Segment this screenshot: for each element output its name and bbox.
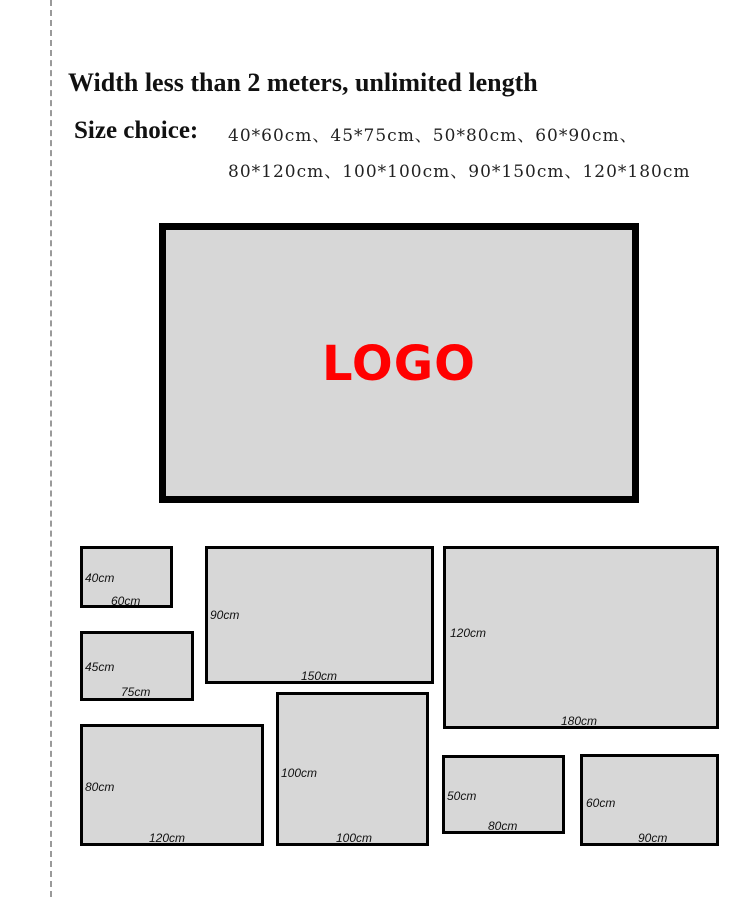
page-heading: Width less than 2 meters, unlimited length — [68, 68, 538, 97]
mat-45x75 — [80, 631, 194, 701]
mat-60x90 — [580, 754, 719, 846]
mat-width-label: 75cm — [121, 685, 151, 699]
mat-height-label: 45cm — [85, 660, 115, 674]
size-choice-label: Size choice: — [74, 117, 199, 144]
mat-width-label: 90cm — [638, 831, 668, 845]
mat-height-label: 50cm — [447, 789, 477, 803]
mat-height-label: 120cm — [450, 626, 487, 640]
size-choice-line-1: 40*60cm、45*75cm、50*80cm、60*90cm、 — [228, 126, 638, 146]
mat-width-label: 180cm — [561, 714, 598, 728]
mat-height-label: 90cm — [210, 608, 240, 622]
size-choice-line-2: 80*120cm、100*100cm、90*150cm、120*180cm — [228, 162, 691, 182]
mat-120x180 — [443, 546, 719, 729]
mat-width-label: 150cm — [301, 669, 338, 683]
mat-100x100 — [276, 692, 429, 846]
mat-width-label: 120cm — [149, 831, 186, 845]
mat-90x150 — [205, 546, 434, 684]
mat-width-label: 100cm — [336, 831, 373, 845]
mat-width-label: 60cm — [111, 594, 141, 608]
dashed-divider-line — [50, 0, 52, 897]
mat-width-label: 80cm — [488, 819, 518, 833]
mat-height-label: 80cm — [85, 780, 115, 794]
logo-text: LOGO — [322, 336, 476, 392]
mat-height-label: 100cm — [281, 766, 318, 780]
mat-height-label: 40cm — [85, 571, 115, 585]
mat-50x80 — [442, 755, 565, 834]
logo-mat-preview — [159, 223, 639, 503]
mat-height-label: 60cm — [586, 796, 616, 810]
mat-40x60 — [80, 546, 173, 608]
mat-80x120 — [80, 724, 264, 846]
